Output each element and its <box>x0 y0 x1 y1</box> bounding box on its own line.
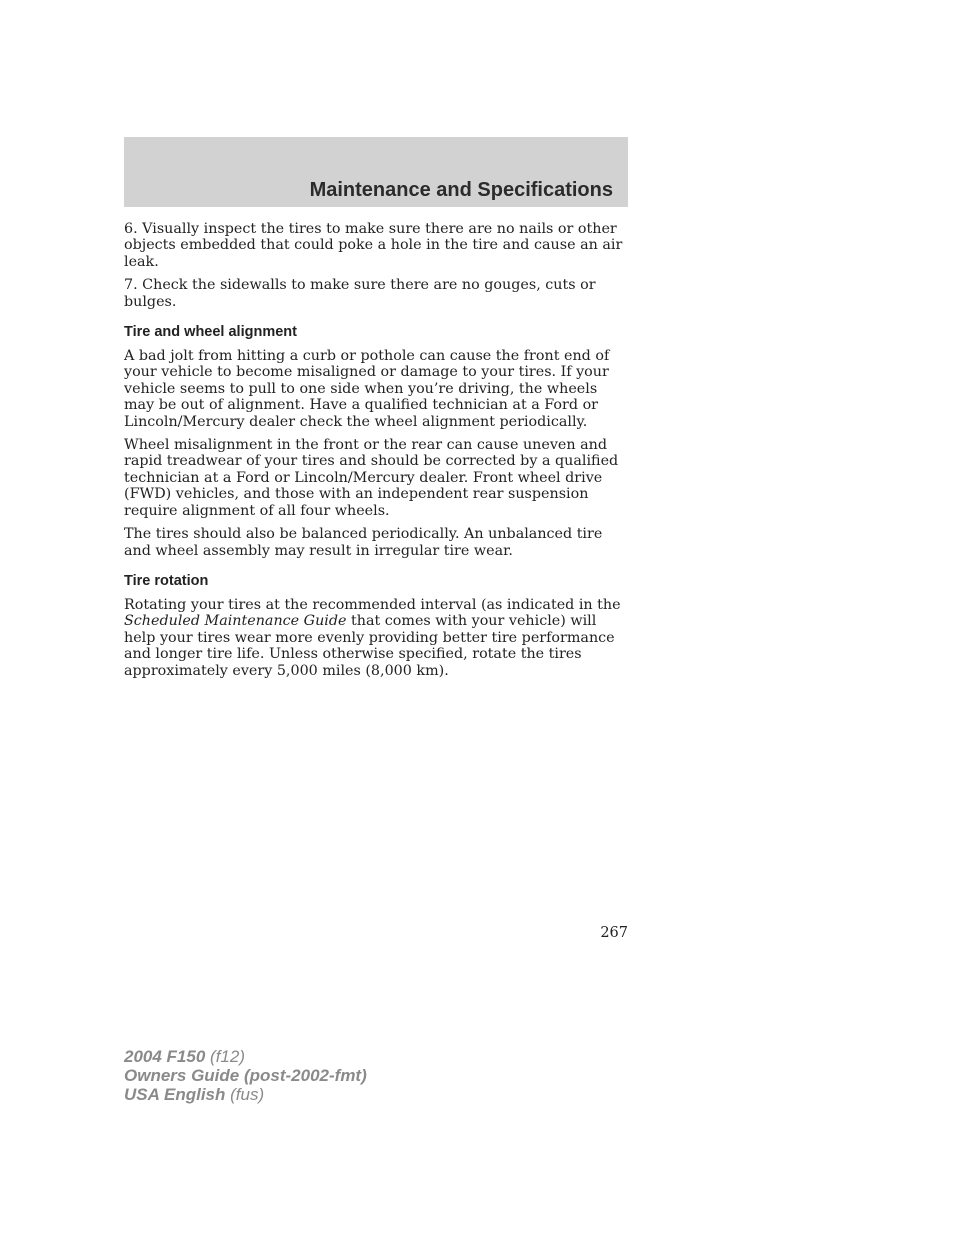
paragraph-alignment-jolt: A bad jolt from hitting a curb or pothole can cause the front end of your vehicle to become misaligned or damage to your tires. If your vehicle seems to pull to one side when you’re driving, the wheels may be out of alignment. Have a qualified technician at a Ford or Lincoln/Mercury dealer check the wheel alignment periodically. <box>124 348 610 430</box>
footer-line-language <box>124 1085 367 1104</box>
document-footer <box>124 1047 367 1104</box>
paragraph-rotation <box>124 597 630 679</box>
footer-language: USA English <box>124 1085 226 1104</box>
paragraph-inspect-tires: 6. Visually inspect the tires to make sure there are no nails or other objects embedded that could poke a hole in the tire and cause an air leak. <box>124 221 623 270</box>
page-number: 267 <box>600 925 628 941</box>
footer-language-code: (fus) <box>230 1085 265 1104</box>
heading-tire-rotation: Tire rotation <box>124 572 209 589</box>
paragraph-balancing: The tires should also be balanced periodically. An unbalanced tire and wheel assembly may result in irregular tire wear. <box>124 526 603 559</box>
heading-tire-wheel-alignment: Tire and wheel alignment <box>124 324 297 341</box>
section-header-band <box>124 137 628 207</box>
paragraph-misalignment: Wheel misalignment in the front or the rear can cause uneven and rapid treadwear of your tires and should be corrected by a qualified technician at a Ford or Lincoln/Mercury dealer. Front wheel drive (FWD) vehicles, and those with an independent rear suspension require alignment of all four wheels. <box>124 437 619 519</box>
paragraph-check-sidewalls: 7. Check the sidewalls to make sure there are no gouges, cuts or bulges. <box>124 277 596 310</box>
footer-guide: Owners Guide (post-2002-fmt) <box>124 1066 367 1085</box>
footer-model-code: (f12) <box>210 1047 245 1066</box>
page-content <box>124 221 630 686</box>
rotation-text-end: that comes with your vehicle) will help your tires wear more evenly providing better tire performance and longer tire life. Unless otherwise specified, rotate the tires approximately every 5,000 miles (8,000 km). <box>124 613 615 679</box>
footer-model: 2004 F150 <box>124 1047 206 1066</box>
footer-line-model <box>124 1047 367 1066</box>
maintenance-guide-reference: Scheduled Maintenance Guide <box>124 613 347 630</box>
footer-line-guide <box>124 1066 367 1085</box>
section-title: Maintenance and Specifications <box>309 179 613 201</box>
rotation-text-start: Rotating your tires at the recommended interval (as indicated in the <box>124 596 621 613</box>
